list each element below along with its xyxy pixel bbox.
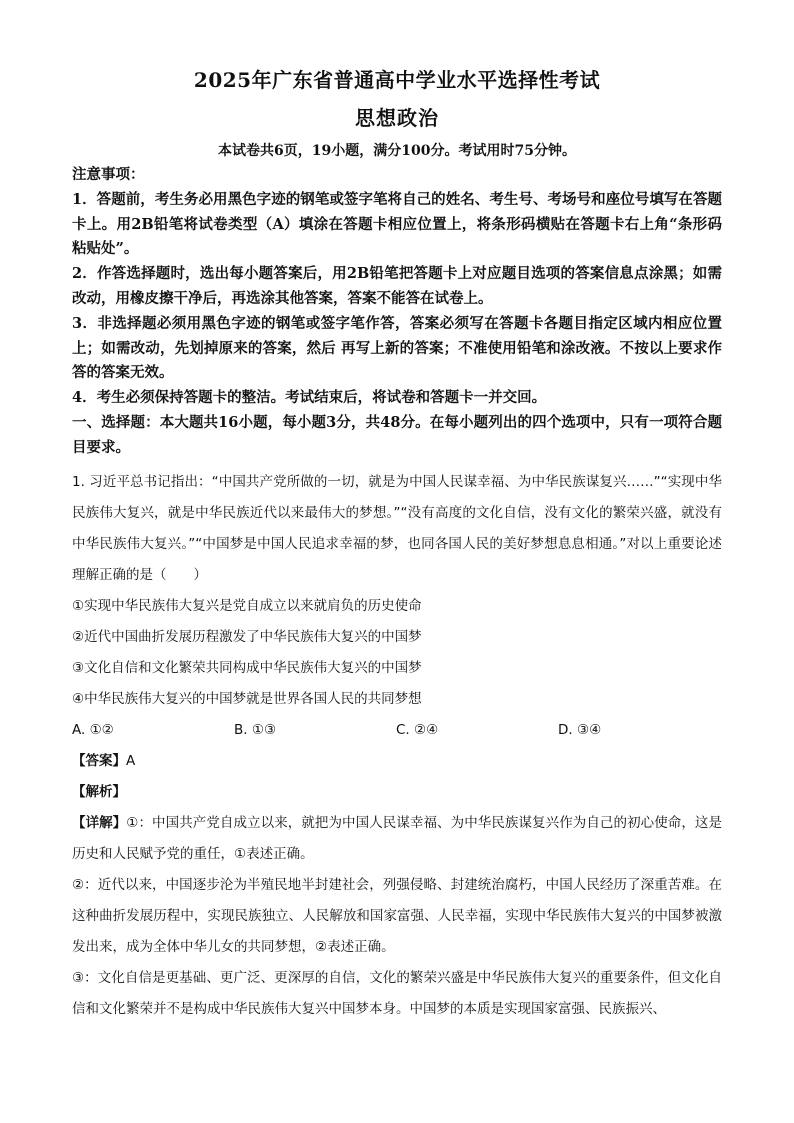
exam-info: 本试卷共6页，19小题，满分100分。考试用时75分钟。 [218, 143, 576, 159]
option-d: D. ③④ [558, 721, 602, 738]
statement-4: ④中华民族伟大复兴的中国梦就是世界各国人民的共同梦想 [72, 690, 422, 707]
note-item-3: 3．非选择题必须用黑色字迹的钢笔或签字笔作答，答案必须写在答题卡各题目指定区域内相应位置上；如需改动，先划掉原来的答案，然后 再写上新的答案；不准使用铅笔和涂改液。不按以上要求作答的答案无效。 [72, 314, 722, 382]
statement-1: ①实现中华民族伟大复兴是党自成立以来就肩负的历史使命 [72, 597, 422, 614]
exam-page [72, 66, 722, 1025]
question-1 [72, 467, 722, 1025]
answer-line [72, 746, 722, 777]
analysis-line [72, 777, 722, 808]
answer-options [72, 715, 722, 746]
detail-text-1: ①：中国共产党自成立以来，就把为中国人民谋幸福、为中华民族谋复兴作为自己的初心使命，这是历史和人民赋予党的重任，①表述正确。 [72, 814, 723, 862]
statement-3: ③文化自信和文化繁荣共同构成中华民族伟大复兴的中国梦 [72, 659, 422, 676]
note-item-2: 2．作答选择题时，选出每小题答案后，用2B铅笔把答题卡上对应题目选项的答案信息点涂黑；如需改动，用橡皮擦干净后，再选涂其他答案，答案不能答在试卷上。 [72, 265, 722, 307]
detail-paragraph-2: ②：近代以来，中国逐步沦为半殖民地半封建社会，列强侵略、封建统治腐朽，中国人民经历了深重苦难。在这种曲折发展历程中，实现民族独立、人民解放和国家富强、人民幸福，实现中华民族伟大复兴的中国梦被激发出来，成为全体中华儿女的共同梦想，②表述正确。 [72, 876, 722, 955]
answer-label: 【答案】 [72, 752, 126, 769]
option-c: C. ②④ [396, 721, 439, 738]
option-b: B. ①③ [234, 721, 277, 738]
exam-title: 2025年广东省普通高中学业水平选择性考试 [193, 68, 601, 92]
statement-2: ②近代中国曲折发展历程激发了中华民族伟大复兴的中国梦 [72, 628, 422, 645]
detail-paragraph-3: ③：文化自信是更基础、更广泛、更深厚的自信，文化的繁荣兴盛是中华民族伟大复兴的重要条件，但文化自信和文化繁荣并不是构成中华民族伟大复兴中国梦本身。中国梦的本质是实现国家富强、民族振兴、 [72, 969, 722, 1017]
notes-section [72, 163, 722, 461]
detail-paragraph-1 [72, 808, 722, 870]
question-stem: 1. 习近平总书记指出：“中国共产党所做的一切，就是为中国人民谋幸福、为中华民族谋复兴……”“实现中华民族伟大复兴，就是中华民族近代以来最伟大的梦想。”“没有高度的文化自信，没有文化的繁荣兴盛，就没有中华民族伟大复兴。”“中国梦是中国人民追求幸福的梦，也同各国人民的美好梦想息息相通。”对以上重要论述理解正确的是（ ） [72, 473, 722, 583]
detail-label: 【详解】 [72, 814, 127, 831]
answer-value: A [126, 752, 136, 769]
note-item-1: 1．答题前，考生务必用黑色字迹的钢笔或签字笔将自己的姓名、考生号、考场号和座位号填写在答题卡上。用2B铅笔将试卷类型（A）填涂在答题卡相应位置上，将条形码横贴在答题卡右上角“条形码粘贴处”。 [72, 190, 722, 258]
notes-heading: 注意事项： [72, 166, 145, 183]
section-heading: 一、选择题：本大题共16小题，每小题3分，共48分。在每小题列出的四个选项中，只有一项符合题目要求。 [72, 413, 722, 456]
analysis-label: 【解析】 [72, 783, 126, 800]
subject-title: 思想政治 [355, 106, 439, 130]
option-a: A. ①② [72, 721, 114, 738]
note-item-4: 4．考生必须保持答题卡的整洁。考试结束后，将试卷和答题卡一并交回。 [72, 389, 547, 407]
